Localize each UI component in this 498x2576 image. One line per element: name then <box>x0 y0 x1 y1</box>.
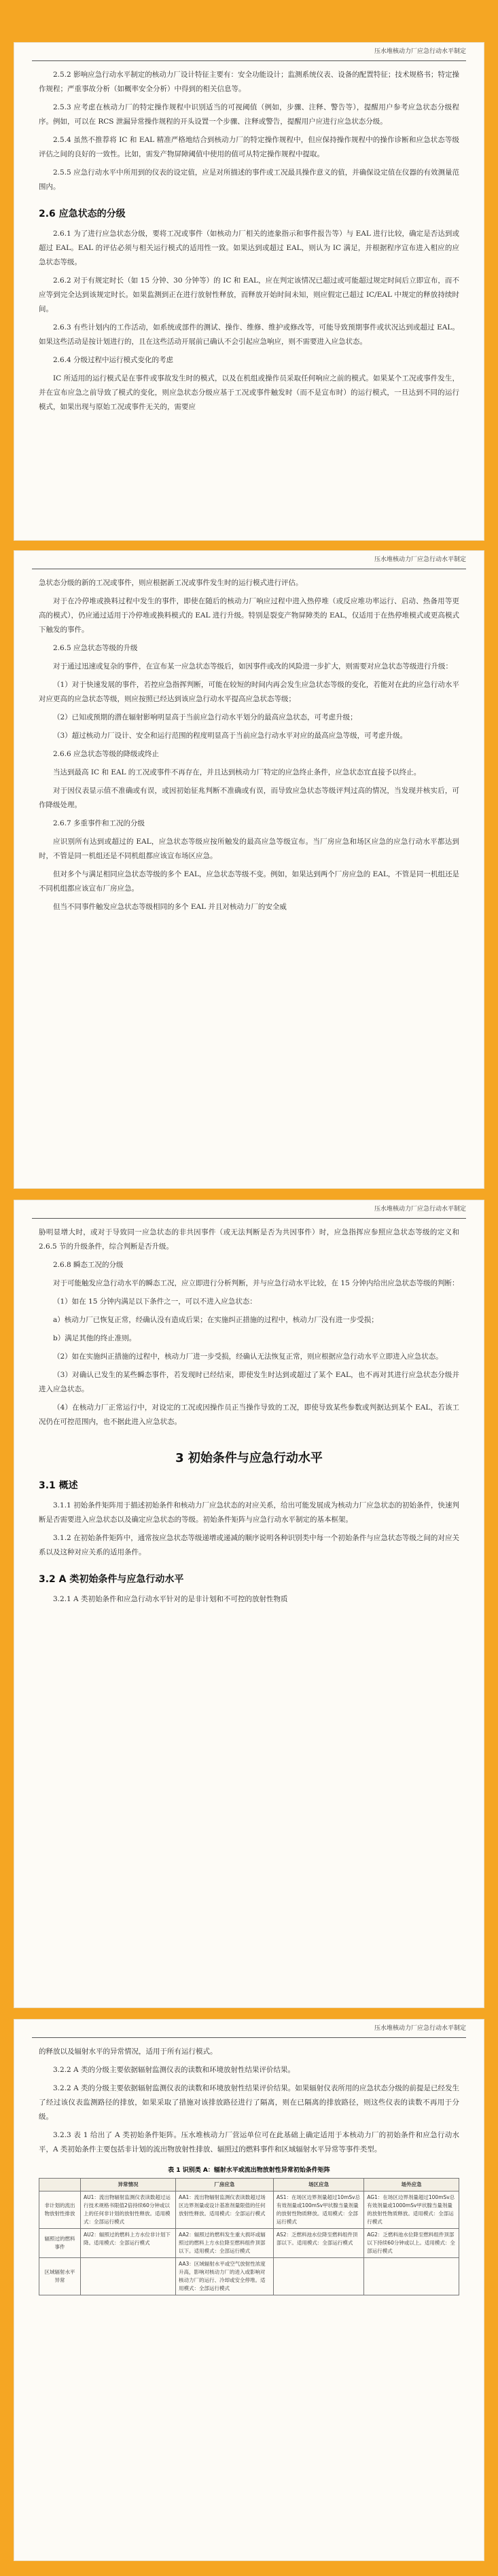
paragraph: 2.5.2 影响应急行动水平制定的核动力厂设计特征主要有：安全功能设计；监测系统仪表、设备的配置特征；技术规格书；特定操作规程；严重事故分析（如概率安全分析）中得到的相关信息等。 <box>39 71 459 93</box>
table-cell: AG2：乏燃料池水位降至燃料组件顶部以下持续60分钟或以上。适用模式：全部运行模式 <box>364 2229 459 2258</box>
paragraph: 急状态分级的新的工况或事件，则应根据新工况或事件发生时的运行模式进行评估。 <box>39 579 303 587</box>
paragraph: 3.2.2 A 类的分级主要依据辐射监测仪表的读数和环境放射性结果评价结果。 <box>53 2066 295 2074</box>
section-heading: 3.1 概述 <box>39 1480 78 1491</box>
table-caption: 表 1 识别类 A：辐射水平或流出物放射性异常初始条件矩阵 <box>168 2167 330 2174</box>
list-item: （4）在核动力厂正常运行中，对设定的工况或因操作员正当操作导致的工况，即使导致某些参数或判据达到某个 EAL，若该工况仍在可控范围内，也不据此进入应急状态。 <box>39 1403 459 1426</box>
list-item: （2）已知或预期的潜在辐射影响明显高于当前应急行动水平划分的最高应急状态，可考虑升级； <box>53 713 357 721</box>
table-cell: AA2：辐照过的燃料发生重大损坏或辐照过的燃料上方水位降至燃料组件顶部以下。适用模式：全部运行模式 <box>175 2229 273 2258</box>
subsection-heading: 2.6.7 多重事件和工况的分级 <box>53 819 145 827</box>
table-header-cell: 场外应急 <box>364 2179 459 2192</box>
section-heading: 3.2 A 类初始条件与应急行动水平 <box>39 1574 184 1585</box>
running-header: 压水堆核动力厂应急行动水平制定 <box>32 1200 466 1219</box>
paragraph: 3.2.2 A 类的分级主要依据辐射监测仪表的读数和环境放射性结果评价结果。如果辐射仪表所用的应急状态分级的前提是已经发生了经过该仪表监测路径的排放，如果采取了措施对该排放路径进行了隔离，则在已隔离的排放路径，则这些仪表的读数不再用于分级。 <box>39 2084 459 2121</box>
paragraph: 对于因仪表显示值不准确或有误，或因初始征兆判断不准确或有误，而导致应急状态等级评判过高的情况，当发现并核实后，可作降级处理。 <box>39 787 459 809</box>
paragraph: 胁明显增大时，或对于导致同一应急状态的非共因事件（或无法判断是否为共因事件）时，应急指挥应参照应急状态等级的定义和 2.6.5 节的升级条件，综合判断是否升级。 <box>39 1228 459 1251</box>
document-page-4 <box>14 2019 484 2561</box>
document-page-3 <box>14 1200 484 2008</box>
running-header: 压水堆核动力厂应急行动水平制定 <box>32 2020 466 2038</box>
subsection-heading: 2.6.6 应急状态等级的降级或终止 <box>53 750 160 758</box>
list-item: （2）如在实施纠正措施的过程中，核动力厂进一步受损，经确认无法恢复正常，则应根据应急行动水平立即进入应急状态。 <box>53 1353 443 1361</box>
subsection-heading: 2.6.4 分级过程中运行模式变化的考虑 <box>53 356 174 364</box>
initiating-condition-matrix-table <box>39 2178 459 2295</box>
paragraph: 对于通过迅速或复杂的事件，在宣布某一应急状态等级后，如因事件或改的风险进一步扩大，则需要对应急状态等级进行升级： <box>53 662 452 670</box>
table-header-cell: 异常情况 <box>81 2179 176 2192</box>
running-header: 压水堆核动力厂应急行动水平制定 <box>32 43 466 61</box>
table-row-category: 辐照过的燃料事件 <box>39 2229 81 2258</box>
paragraph: 2.6.2 对于有规定时长（如 15 分钟、30 分钟等）的 IC 和 EAL，应在判定该情况已超过或可能超过规定时间后立即宣布，而不应等到完全达到该规定时长。如果监测到正在进行放射性释放，而释放开始时间未知，则应假定已超过 IC/EAL 中规定的释放持续时间。 <box>39 276 459 313</box>
paragraph: 对于可能触发应急行动水平的瞬态工况，应立即进行分析判断，并与应急行动水平比较，在 15 分钟内给出应急状态等级的判断： <box>53 1279 459 1287</box>
list-item: （3）超过核动力厂设计、安全和运行范围的程度明显高于当前应急行动水平对应的最高应急等级，可考虑升级。 <box>53 732 408 740</box>
table-header-cell: 厂房应急 <box>175 2179 273 2192</box>
subsection-heading: 2.6.8 瞬态工况的分级 <box>53 1261 124 1269</box>
table-cell: AA1：流出物辐射监测仪表读数超过场区边界剂量或设计基准剂量限值的任何放射性释放。适用模式：全部运行模式 <box>175 2192 273 2229</box>
list-item: a）核动力厂已恢复正常，经确认没有造成后果；在实施纠正措施的过程中，核动力厂没有进一步受损； <box>53 1316 378 1324</box>
table-cell <box>273 2258 363 2295</box>
table-row-category: 非计划的流出物放射性排放 <box>39 2192 81 2229</box>
table-header-cell: 场区应急 <box>273 2179 363 2192</box>
table-header-cell <box>39 2179 81 2192</box>
list-item: （1）如在 15 分钟内满足以下条件之一，可以不进入应急状态： <box>53 1298 257 1306</box>
subsection-heading: 2.6.5 应急状态等级的升级 <box>53 644 138 652</box>
table-cell <box>364 2258 459 2295</box>
table-row <box>39 2192 459 2229</box>
section-heading: 2.6 应急状态的分级 <box>39 209 126 219</box>
document-page-2 <box>14 550 484 1189</box>
table-row <box>39 2229 459 2258</box>
running-header: 压水堆核动力厂应急行动水平制定 <box>32 551 466 569</box>
chapter-heading: 3 初始条件与应急行动水平 <box>175 1451 323 1465</box>
list-item: b）满足其他的终止准则。 <box>53 1334 137 1342</box>
paragraph: 2.5.5 应急行动水平中所用到的仪表的设定值，应是对所描述的事件或工况最具操作意义的值，并确保设定值在仪器的有效测量范围内。 <box>39 168 459 191</box>
paragraph: IC 所适用的运行模式是在事件或事故发生时的模式，以及在机组或操作员采取任何响应之前的模式。如果某个工况或事件发生，并在宣布应急之前导致了模式的变化，则应急状态分级应基于工况或事件触发时（而不是宣布时）的运行模式，一旦达到不同的运行模式，如果出现与原始工况或事件无关的，需要应 <box>39 374 459 411</box>
table-cell: AG1：在场区边界剂量超过100mSv总有效剂量或1000mSv甲状腺当量剂量的放射性物质释放。适用模式：全部运行模式 <box>364 2192 459 2229</box>
paragraph: 2.6.1 为了进行应急状态分级，要将工况或事件（如核动力厂相关的迹象指示和事件报告等）与 EAL 进行比较，确定是否达到或超过 EAL。EAL 的评估必须与相关运行模式的适用性一致。如果达到或超过 EAL，则认为 IC 满足，并根据程序宣布进入相应的应急状态等级。 <box>39 230 459 266</box>
table-cell: AS2：乏燃料池水位降至燃料组件顶部以下。适用模式：全部运行模式 <box>273 2229 363 2258</box>
paragraph: 2.6.3 有些计划内的工作活动，如系统或部件的测试、操作、维修、维护或修改等，可能导致预期事件或状况达到或超过 EAL。如果这些活动是按计划进行的，且在这些活动开展前已确认不会引起应急响应，则不需要进入应急状态。 <box>39 323 459 346</box>
paragraph: 3.2.3 表 1 给出了 A 类初始条件矩阵。压水堆核动力厂营运单位可在此基础上确定适用于本核动力厂的初始条件和应急行动水平，A 类初始条件主要包括非计划的流出物放射性排放、辐照过的燃料事件和区域辐射水平异常等事件类型。 <box>39 2131 459 2153</box>
table-row <box>39 2258 459 2295</box>
table-row-category: 区域辐射水平异常 <box>39 2258 81 2295</box>
paragraph: 2.5.3 应考虑在核动力厂的特定操作规程中识别适当的可视阈值（例如，步骤、注释、警告等），提醒用户参考应急状态分级程序。例如，可以在 RCS 泄漏异常操作规程的开头设置一个步骤、注释或警告，提醒用户应进行应急状态分级。 <box>39 103 459 126</box>
table-cell <box>81 2258 176 2295</box>
table-cell: AU2：辐照过的燃料上方水位非计划下降。适用模式：全部运行模式 <box>81 2229 176 2258</box>
paragraph: 3.2.1 A 类初始条件和应急行动水平针对的是非计划和不可控的放射性物质 <box>53 1595 288 1603</box>
paragraph: 3.1.2 在初始条件矩阵中，通常按应急状态等级递增或递减的顺序说明各种识别类中每一个初始条件与应急状态等级之间的对应关系以及这种对应关系的适用条件。 <box>39 1534 459 1556</box>
table-cell: AS1：在场区边界剂量超过10mSv总有效剂量或100mSv甲状腺当量剂量的放射性物质释放。适用模式：全部运行模式 <box>273 2192 363 2229</box>
paragraph: 但当不同事件触发应急状态等级相同的多个 EAL 并且对核动力厂的安全威 <box>53 903 287 911</box>
document-page-1 <box>14 42 484 541</box>
paragraph: 3.1.1 初始条件矩阵用于描述初始条件和核动力厂应急状态的对应关系，给出可能发展成为核动力厂应急状态的初始条件，快速判断是否需要进入应急状态以及确定应急状态的等级。初始条件矩阵与应急行动水平制定的基本框架。 <box>39 1501 459 1524</box>
paragraph: 当达到最高 IC 和 EAL 的工况或事件不再存在，并且达到核动力厂特定的应急终止条件，应急状态宜直接予以终止。 <box>53 768 421 776</box>
paragraph: 的释放以及辐射水平的异常情况，适用于所有运行模式。 <box>39 2047 217 2056</box>
paragraph: 对于在冷停堆或换料过程中发生的事件，即使在随后的核动力厂响应过程中进入热停堆（或反应堆功率运行、启动、热备用等更高的模式），仍应通过适用于冷停堆或换料模式的 EAL 进行升级。特别是裂变产物屏障类的 EAL，仅适用于在热停堆模式或更高模式下触发的事件。 <box>39 597 459 634</box>
table-cell: AA3：区域辐射水平或空气放射性浓度升高，影响对核动力厂的进入或影响对核动力厂的运行、冷却或安全停堆。适用模式：全部运行模式 <box>175 2258 273 2295</box>
paragraph: 应识别所有达到或超过的 EAL，应急状态等级应按所触发的最高应急等级宣布。当厂房应急和场区应急的应急行动水平都达到时，不管是同一机组还是不同机组都应该宣布场区应急。 <box>39 838 459 860</box>
table-cell: AU1：流出物辐射监测仪表读数超过运行技术规格书限值2倍持续60分钟或以上的任何非计划的放射性释放。适用模式：全部运行模式 <box>81 2192 176 2229</box>
table-header-row <box>39 2179 459 2192</box>
list-item: （3）对确认已发生的某些瞬态事件，若发现时已经结束，即使发生时达到或超过了某个 EAL，也不再对其进行应急状态分级并进入应急状态。 <box>39 1371 459 1393</box>
paragraph: 2.5.4 虽然不推荐将 IC 和 EAL 精准严格地结合到核动力厂的特定操作规程中，但应保持操作规程中的操作诊断和应急状态等级评估之间的良好的一致性。比如，需发产物屏障阈值中使用的值可从特定操作规程中提取。 <box>39 136 459 158</box>
paragraph: 但对多个与满足相同应急状态等级的多个 EAL，应急状态等级不变。例如，如果达到两个厂房应急的 EAL，不管是同一机组还是不同机组都应该宣布厂房应急。 <box>39 870 459 893</box>
list-item: （1）对于快速发展的事件，若控应急指挥判断，可能在较短的时间内再会发生应急状态等级的变化，若能对在此的应急行动水平对应更高的应急状态等级，则应按照已经达到该应急行动水平提高应急状态等级； <box>39 681 459 703</box>
